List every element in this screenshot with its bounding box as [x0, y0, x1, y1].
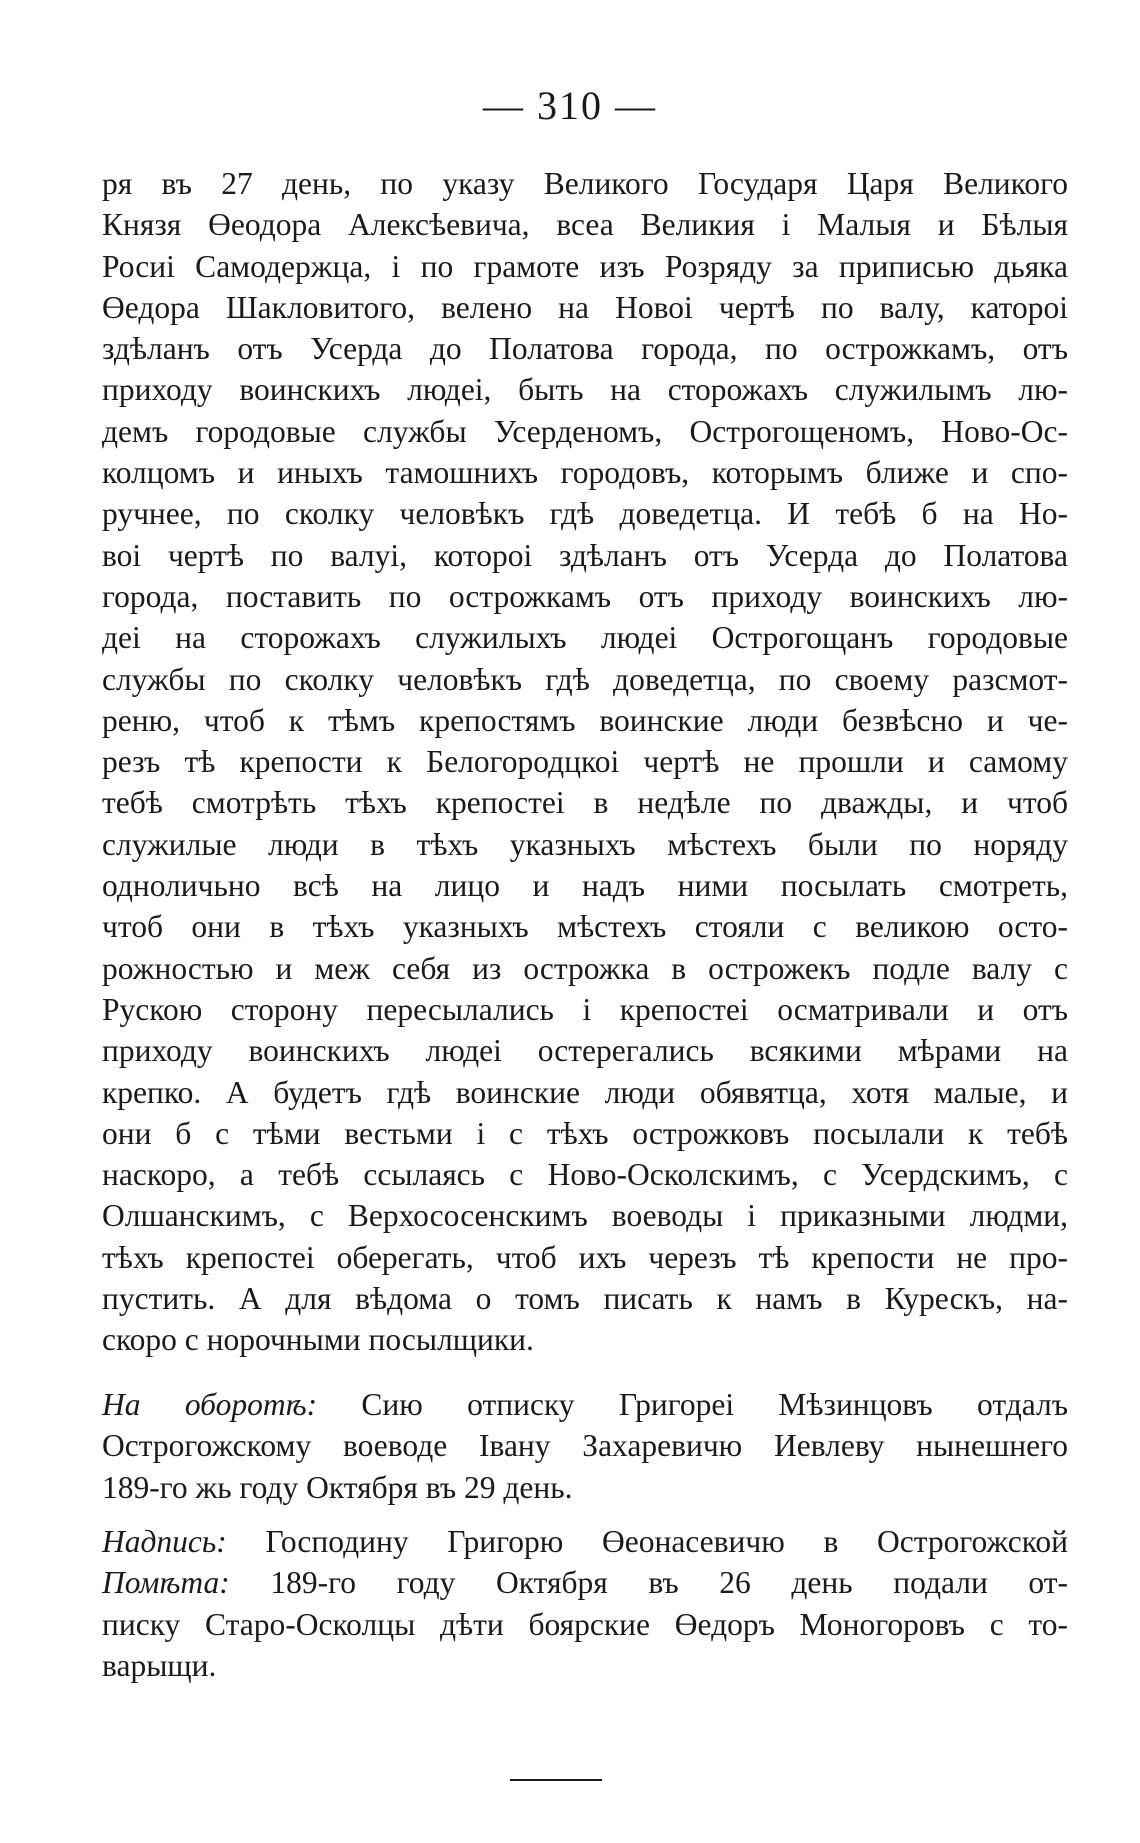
text-line: тебѣ смотрѣть тѣхъ крепостеі в недѣле по дважды, и чтоб [102, 785, 1068, 821]
text-line: здѣланъ отъ Усерда до Полатова города, по острожкамъ, отъ [102, 331, 1068, 367]
note-first-line [102, 1562, 1068, 1603]
text-line: скоро с норочными посылщики. [102, 1322, 534, 1358]
text-line: они б с тѣми вестьми і с тѣхъ острожковъ посылали к тебѣ [102, 1115, 1068, 1151]
text-line: наскоро, а тебѣ ссылаясь с Ново-Осколскимъ, с Усердскимъ, с [102, 1157, 1068, 1193]
text-line: Князя Өеодора Алексѣевича, всеа Великия і Малыя и Бѣлыя [102, 207, 1068, 243]
text-line: служилые люди в тѣхъ указныхъ мѣстехъ были по норяду [102, 826, 1068, 862]
inscription-text: Господину Григорю Өеонасевичю в Острогожской [226, 1524, 1068, 1559]
note-line: писку Старо-Осколцы дѣти боярские Өедоръ Моногоровъ с то- [102, 1606, 1068, 1642]
verso-line: Сию отписку Григореі Мѣзинцовъ отдалъ [317, 1387, 1068, 1422]
text-line: одноличьно всѣ на лицо и надъ ними посылать смотреть, [102, 868, 1068, 904]
text-line: чтоб они в тѣхъ указныхъ мѣстехъ стояли с великою осто- [102, 909, 1068, 945]
text-line: пустить. А для вѣдома о томъ писать к намъ в Курескъ, на- [102, 1281, 1068, 1317]
text-line: деі на сторожахъ служилыхъ людеі Острогощанъ городовые [102, 620, 1068, 656]
text-line: службы по сколку человѣкъ гдѣ доведетца, по своему разсмот- [102, 661, 1068, 697]
text-line: Өедора Шакловитого, велено на Новоі чертѣ по валу, катороі [102, 289, 1068, 325]
main-text [102, 163, 1068, 1361]
text-line: резъ тѣ крепости к Белогородцкоі чертѣ не прошли и самому [102, 744, 1068, 780]
text-line: тѣхъ крепостеі оберегать, чтоб ихъ черезъ тѣ крепости не про- [102, 1239, 1068, 1275]
verso-section [102, 1384, 1068, 1508]
text-line: приходу воинскихъ людеі остерегались всякими мѣрами на [102, 1033, 1068, 1069]
note-label: Помѣта: [102, 1565, 230, 1601]
text-line: города, поставить по острожкамъ отъ приходу воинскихъ лю- [102, 578, 1068, 614]
note-line: варыщи. [102, 1647, 217, 1683]
text-line: демъ городовые службы Усерденомъ, Острогощеномъ, Ново-Ос- [102, 413, 1068, 449]
text-line: рожностью и меж себя из острожка в острожекъ подле валу с [102, 950, 1068, 986]
text-line: Росиі Самодержца, і по грамоте изъ Розряду за приписью дьяка [102, 248, 1068, 284]
end-divider [510, 1779, 602, 1781]
page-number: — 310 — [483, 83, 657, 128]
text-line: приходу воинскихъ людеі, быть на сторожахъ служилымъ лю- [102, 372, 1068, 408]
inscription-section [102, 1521, 1068, 1686]
note-line: 189-го году Октября въ 26 день подали от- [229, 1565, 1068, 1601]
text-line: воі чертѣ по валуі, котороі здѣланъ отъ Усерда до Полатова [102, 537, 1068, 573]
text-line: реню, чтоб к тѣмъ крепостямъ воинские люди безвѣсно и че- [102, 702, 1068, 738]
text-line: Рускою сторону пересылались і крепостеі осматривали и отъ [102, 991, 1068, 1027]
text-line: ручнее, по сколку человѣкъ гдѣ доведетца. И тебѣ б на Но- [102, 496, 1068, 532]
text-line: ря въ 27 день, по указу Великого Государя Царя Великого [102, 166, 1068, 201]
text-line: колцомъ и иныхъ тамошнихъ городовъ, которымъ ближе и спо- [102, 455, 1068, 491]
inscription-label: Надпись: [102, 1524, 227, 1559]
text-line: крепко. А будетъ гдѣ воинские люди обявятца, хотя малые, и [102, 1074, 1068, 1110]
verso-label: На оборотѣ: [102, 1387, 318, 1422]
inscription-line [102, 1521, 1068, 1562]
verso-line: Острогожскому воеводе Івану Захаревичю Иевлеву нынешнего [102, 1428, 1068, 1464]
verso-first-line [102, 1384, 1068, 1425]
text-line: Олшанскимъ, с Верхососенскимъ воеводы і приказными людми, [102, 1198, 1068, 1234]
verso-line: 189-го жь году Октября въ 29 день. [102, 1469, 573, 1505]
